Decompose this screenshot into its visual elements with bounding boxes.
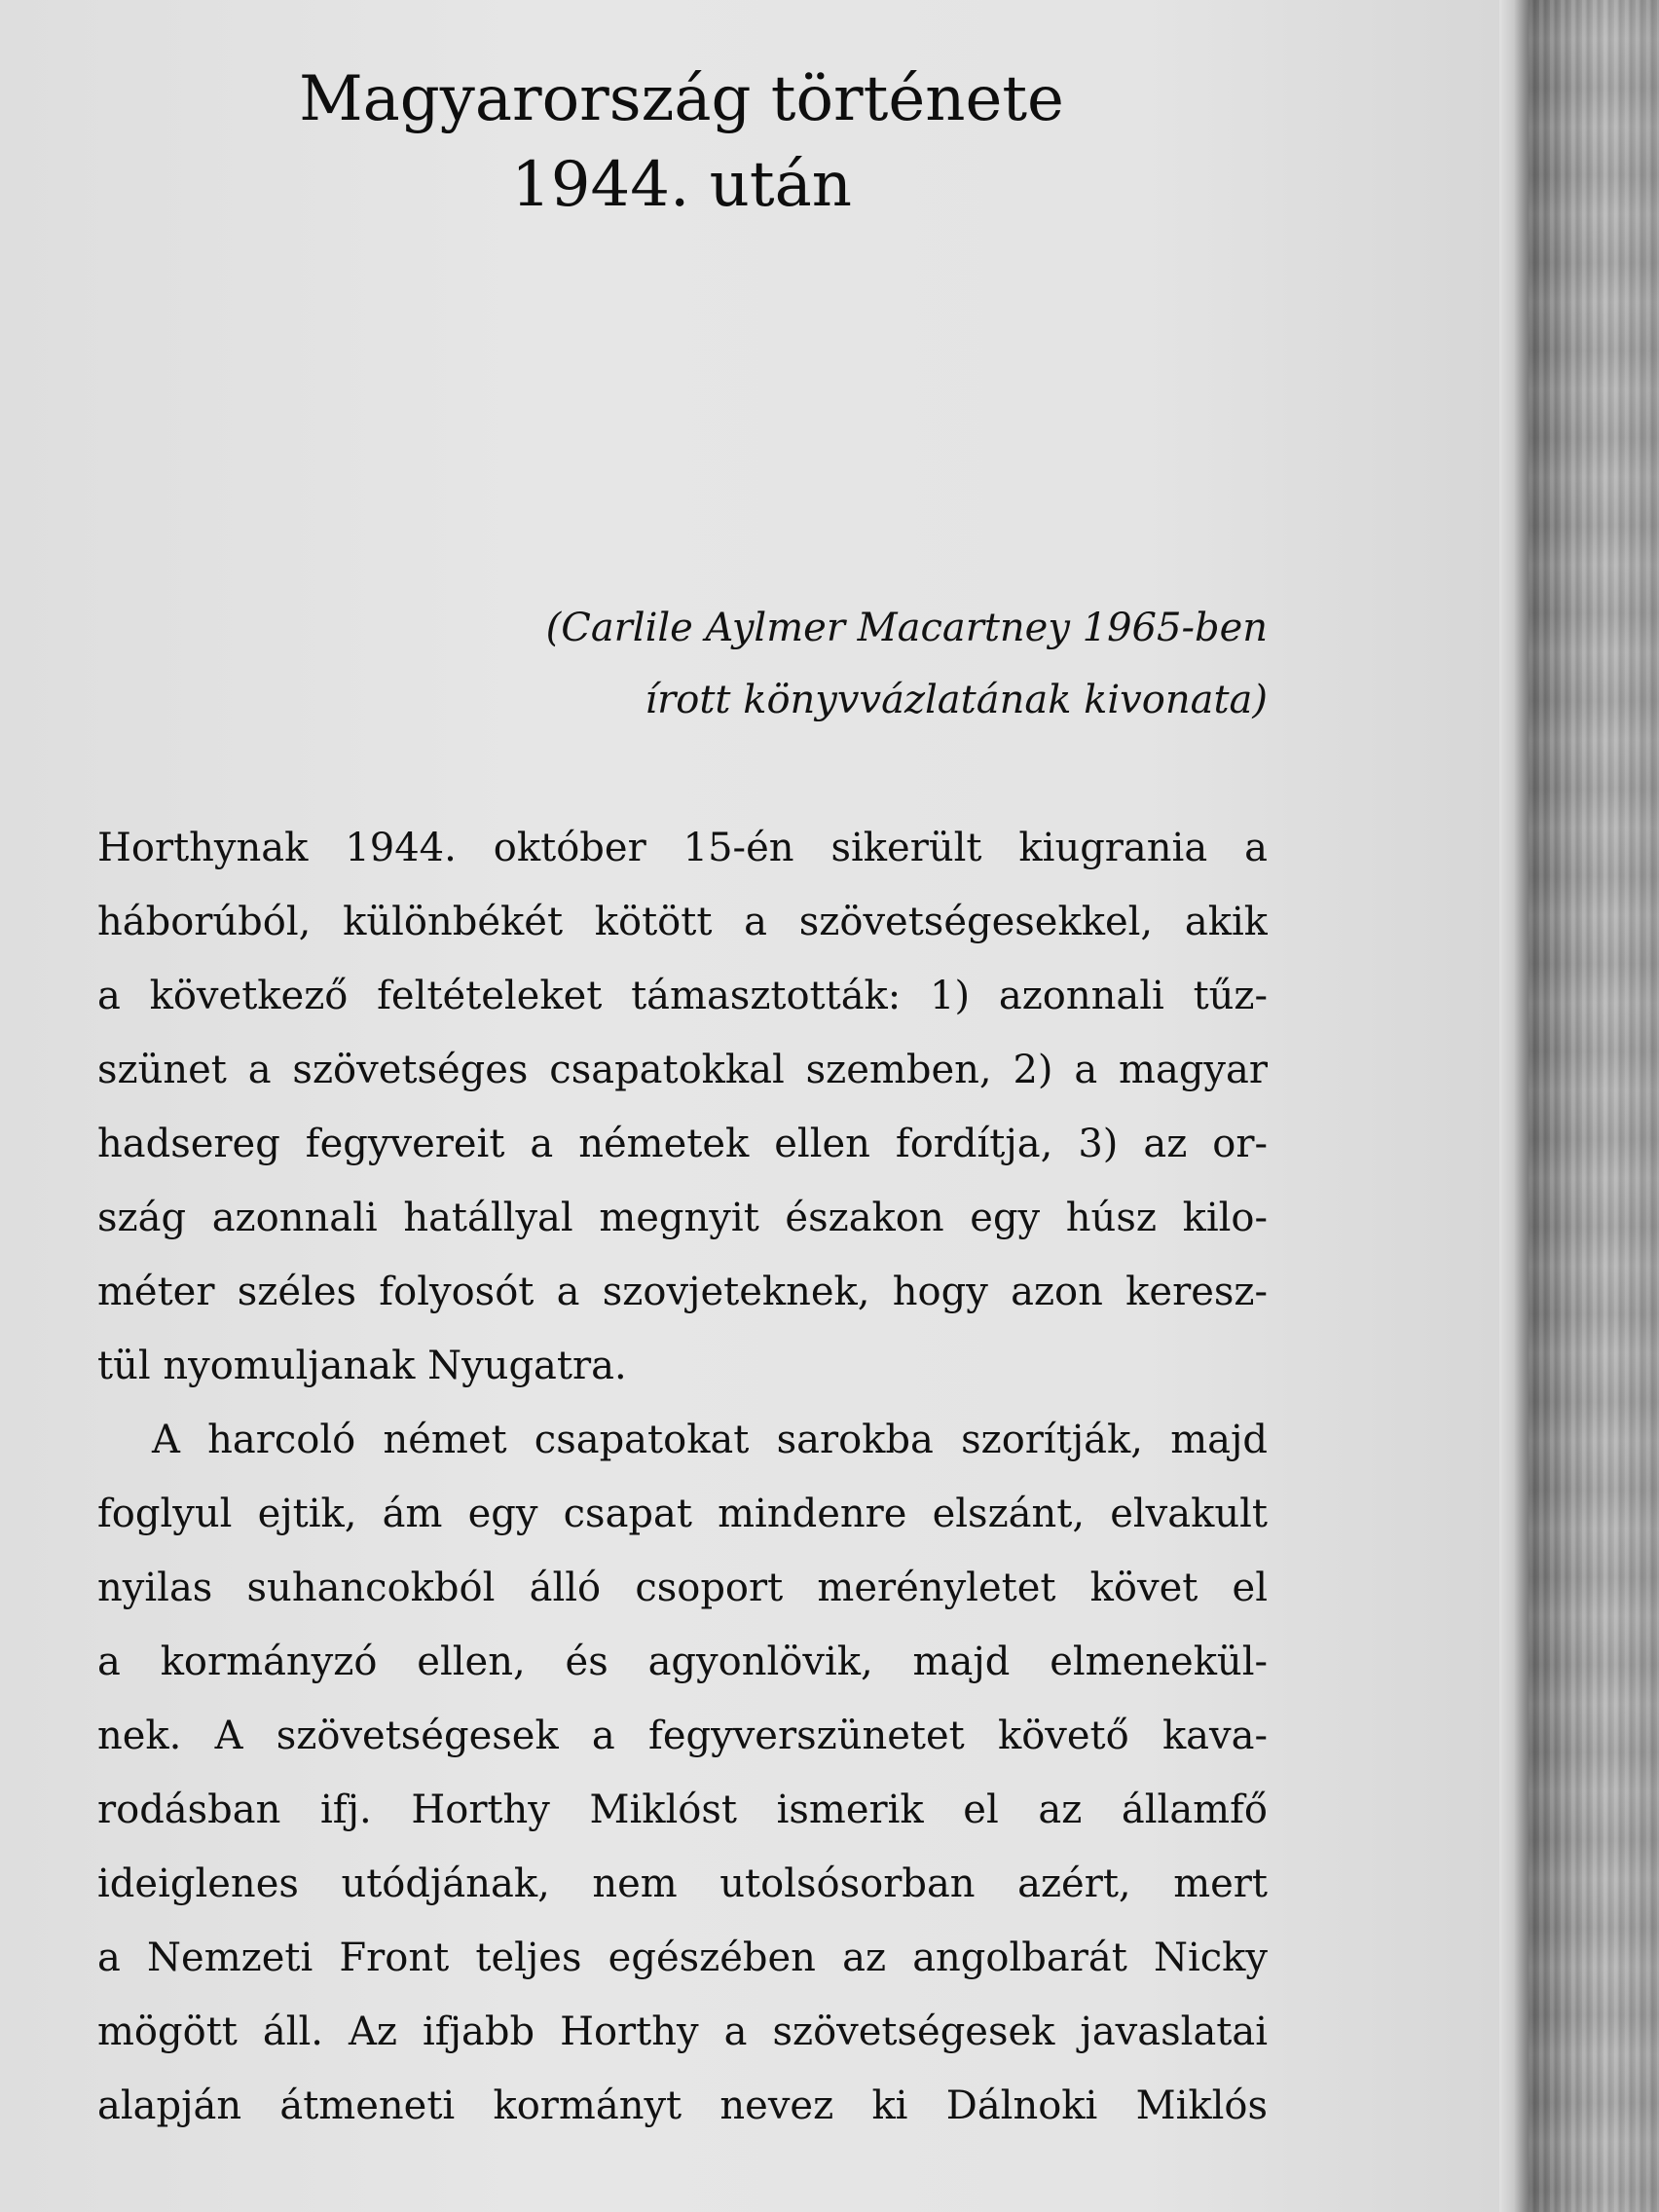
text-line: tül nyomuljanak Nyugatra.: [97, 1344, 627, 1388]
chapter-subtitle-line-2: írott könyvvázlatának kivonata): [645, 678, 1268, 722]
text-line: a kormányzó ellen, és agyonlövik, majd elmenekül-: [97, 1640, 1268, 1684]
text-line: Horthynak 1944. október 15-én sikerült kiugrania a: [97, 826, 1268, 870]
body-text: [97, 811, 1268, 2143]
text-line: rodásban ifj. Horthy Miklóst ismerik el az államfő: [97, 1788, 1268, 1832]
text-line: A harcoló német csapatokat sarokba szorítják, majd: [152, 1418, 1268, 1462]
text-line: a következő feltételeket támasztották: 1) azonnali tűz-: [97, 974, 1268, 1018]
chapter-title: [97, 56, 1266, 228]
text-line: méter széles folyosót a szovjeteknek, hogy azon keresz-: [97, 1270, 1268, 1314]
text-line: ideiglenes utódjának, nem utolsósorban azért, mert: [97, 1862, 1268, 1906]
paragraph-1: [97, 811, 1268, 1403]
text-line: a Nemzeti Front teljes egészében az angolbarát Nicky: [97, 1936, 1268, 1980]
wooden-surface: [1529, 0, 1659, 2212]
text-line: nyilas suhancokból álló csoport merényletet követ el: [97, 1566, 1268, 1610]
text-line: hadsereg fegyvereit a németek ellen fordítja, 3) az or-: [97, 1122, 1268, 1166]
text-line: háborúból, különbékét kötött a szövetségesekkel, akik: [97, 900, 1268, 944]
paragraph-2: [97, 1403, 1268, 2143]
text-line: alapján átmeneti kormányt nevez ki Dálnoki Miklós: [97, 2083, 1268, 2128]
chapter-title-line-2: 1944. után: [511, 149, 852, 221]
chapter-subtitle-line-1: (Carlile Aylmer Macartney 1965-ben: [545, 606, 1268, 650]
chapter-title-line-1: Magyarország története: [299, 63, 1064, 135]
text-line: nek. A szövetségesek a fegyverszünetet követő kava-: [97, 1714, 1268, 1758]
text-line: mögött áll. Az ifjabb Horthy a szövetségesek javaslatai: [97, 2009, 1268, 2054]
page-edge: [1499, 0, 1529, 2212]
text-line: szág azonnali hatállyal megnyit északon egy húsz kilo-: [97, 1196, 1268, 1240]
chapter-subtitle: [292, 592, 1268, 736]
text-line: szünet a szövetséges csapatokkal szemben, 2) a magyar: [97, 1048, 1268, 1092]
text-line: foglyul ejtik, ám egy csapat mindenre elszánt, elvakult: [97, 1492, 1268, 1536]
